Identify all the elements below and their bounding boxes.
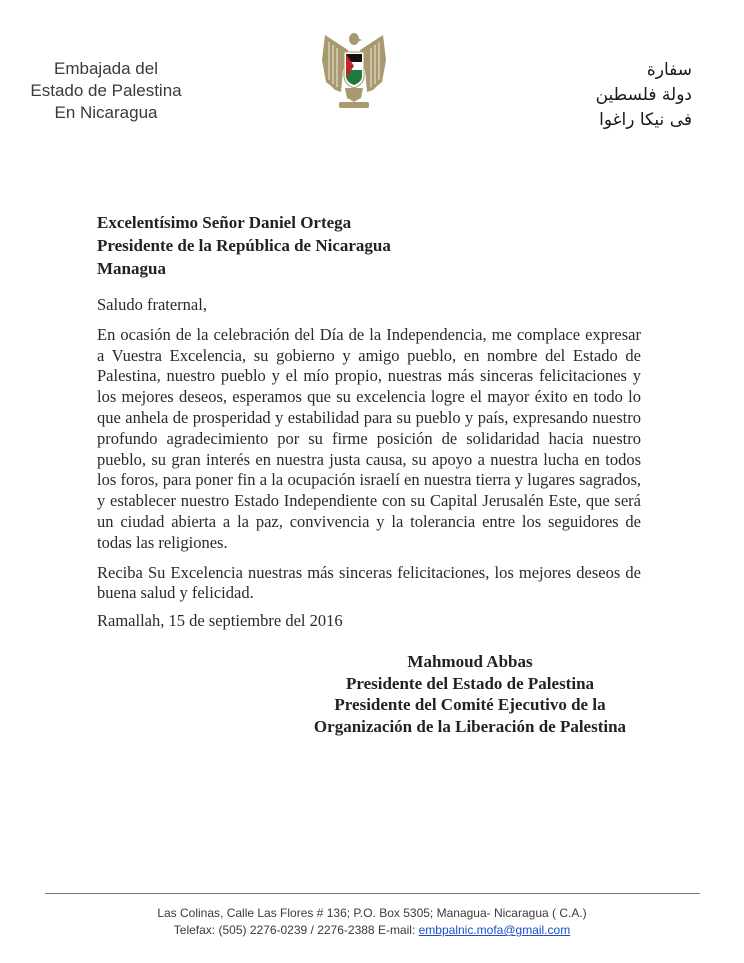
signatory-name: Mahmoud Abbas bbox=[407, 652, 533, 671]
footer-email-link[interactable]: embpalnic.mofa@gmail.com bbox=[418, 923, 571, 937]
greeting: Saludo fraternal, bbox=[97, 295, 207, 314]
recipient-block bbox=[97, 211, 657, 280]
emblem-graphic bbox=[317, 30, 391, 112]
signatory-title: Organización de la Liberación de Palestina bbox=[313, 716, 627, 736]
letterhead-left-line: Embajada del bbox=[54, 59, 158, 78]
signature-block bbox=[300, 651, 640, 737]
footer-email-label: E-mail: bbox=[377, 923, 416, 937]
letterhead-right-line: فى نيكا راغوا bbox=[599, 110, 692, 130]
date-line: Ramallah, 15 de septiembre del 2016 bbox=[97, 611, 343, 630]
signatory-title: Presidente del Comité Ejecutivo de la bbox=[334, 695, 606, 714]
letterhead-right-arabic bbox=[532, 58, 692, 133]
footer-divider bbox=[45, 893, 700, 894]
letterhead-right-line: سفارة bbox=[646, 60, 692, 80]
letterhead-left-spanish bbox=[20, 58, 192, 124]
body-paragraph: En ocasión de la celebración del Día de la Independencia, me complace expresar a Vuestra Excelencia, su gobierno y amigo pueblo, en nombre del Estado de Palestina, nuestro pueblo y el mío propio, nuestras más sinceras felicitaciones y los mejores deseos, esperamos que su excelencia logre el mayor éxito en todo lo que anhela de prosperidad y estabilidad para su pueblo y país, expresando nuestro profundo agradecimiento por su firme posición de solidaridad hacia nuestro pueblo, su gran interés en nuestra justa causa, su apoyo a nuestra lucha en todos los foros, para poner fin a la ocupación israelí en nuestra tierra y lugares sagrados, y establecer nuestro Estado Independiente con su Capital Jerusalén Este, que será un ciudad abierta a la paz, convivencia y la tolerancia entre los seguidores de todas las religiones. bbox=[97, 324, 641, 552]
recipient-line: Excelentísimo Señor Daniel Ortega bbox=[97, 213, 352, 232]
body-paragraph: Reciba Su Excelencia nuestras más sinceras felicitaciones, los mejores deseos de buena salud y felicidad. bbox=[97, 562, 641, 603]
footer-phones: Telefax: (505) 2276-0239 / 2276-2388 bbox=[173, 923, 375, 937]
recipient-line: Presidente de la República de Nicaragua bbox=[97, 236, 391, 255]
letterhead-left-line: Estado de Palestina bbox=[30, 81, 182, 100]
letter-body bbox=[97, 295, 641, 613]
footer-contact bbox=[0, 922, 744, 939]
letterhead-right-line: دولة فلسطين bbox=[595, 85, 692, 105]
recipient-line: Managua bbox=[97, 259, 166, 278]
palestine-eagle-emblem-icon bbox=[317, 30, 391, 112]
footer-address: Las Colinas, Calle Las Flores # 136; P.O. Box 5305; Managua- Nicaragua ( C.A.) bbox=[157, 906, 587, 920]
footer bbox=[0, 905, 744, 939]
letterhead-left-line: En Nicaragua bbox=[54, 103, 158, 122]
signatory-title: Presidente del Estado de Palestina bbox=[345, 673, 595, 693]
